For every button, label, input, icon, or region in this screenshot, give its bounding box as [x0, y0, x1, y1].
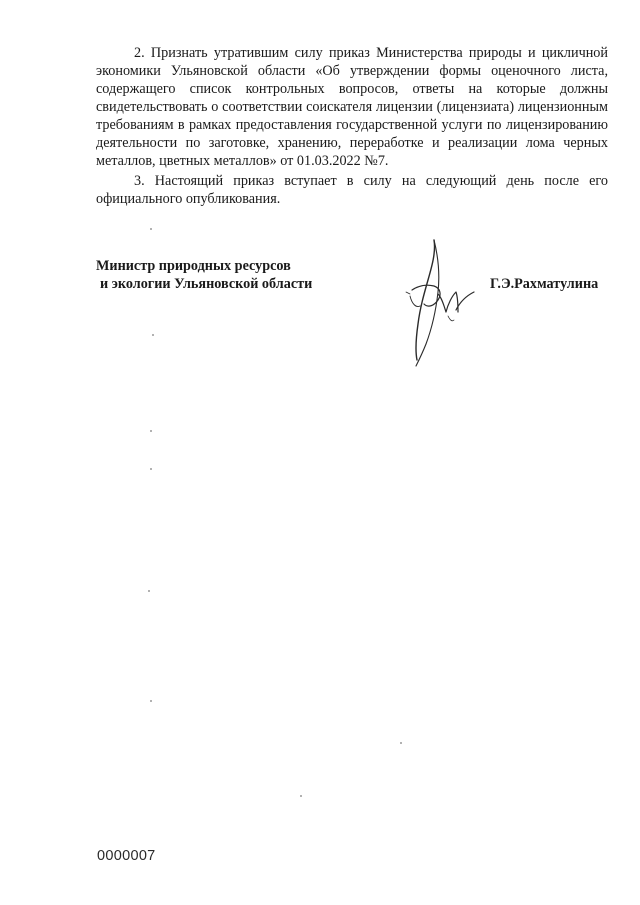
document-number: 0000007 — [97, 848, 156, 864]
scan-speck — [400, 742, 402, 744]
handwritten-signature — [398, 232, 478, 372]
scan-speck — [152, 334, 154, 336]
signer-name: Г.Э.Рахматулина — [490, 276, 599, 292]
scan-speck — [150, 700, 152, 702]
paragraph-3: 3. Настоящий приказ вступает в силу на следующий день после его официального опубликования. — [96, 173, 608, 207]
document-body — [96, 44, 608, 208]
signatory-position — [96, 257, 312, 293]
scan-speck — [150, 430, 152, 432]
scan-speck — [148, 590, 150, 592]
position-line-2: и экологии Ульяновской области — [100, 276, 313, 292]
scan-speck — [150, 468, 152, 470]
paragraph-2: 2. Признать утратившим силу приказ Министерства природы и цикличной экономики Ульяновской области «Об утверждении формы оценочного листа, содержащего список контрольных вопросов, ответы на которые должны свидетельствовать о соответствии соискателя лицензии (лицензиата) лицензионным требованиям в рамках предоставления государственной услуги по лицензированию деятельности по заготовке, хранению, переработке и реализации лома черных металлов, цветных металлов» от 01.03.2022 №7. — [96, 45, 608, 169]
scan-speck — [300, 795, 302, 797]
scan-speck — [150, 228, 152, 230]
position-line-1: Министр природных ресурсов — [96, 258, 291, 274]
